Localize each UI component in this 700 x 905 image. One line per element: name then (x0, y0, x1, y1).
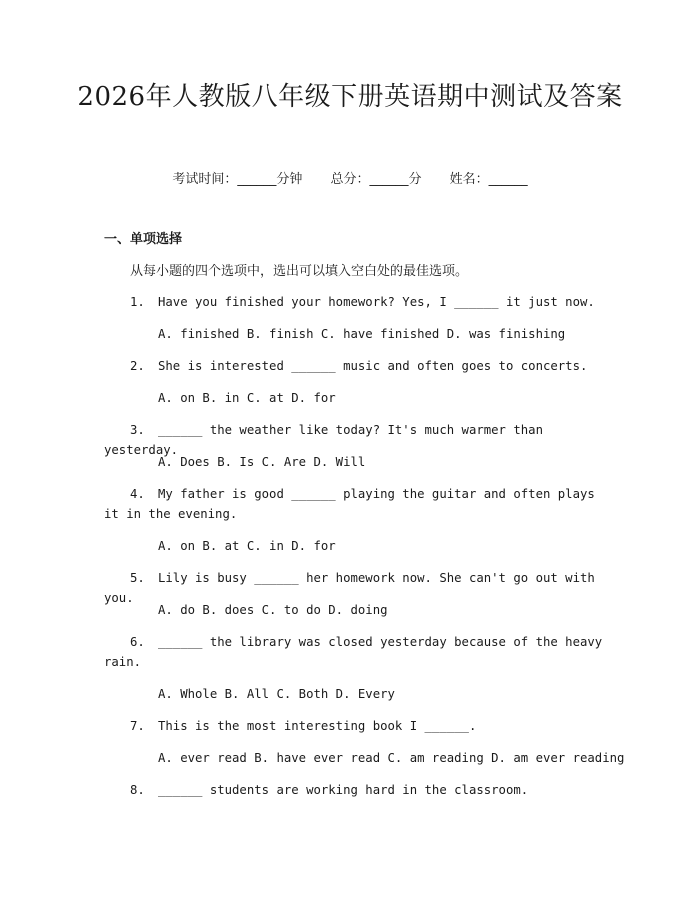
question-number: 1. (130, 295, 145, 309)
question-number: 8. (130, 783, 145, 797)
question-item (104, 484, 604, 524)
question-options: A. on B. in C. at D. for (158, 391, 336, 405)
question-number: 6. (130, 635, 145, 649)
question-number: 2. (130, 359, 145, 373)
question-text: ______ the library was closed yesterday because of the heavy rain. (104, 635, 603, 669)
question-number: 5. (130, 571, 145, 585)
total-score-field: 总分：______分 (330, 172, 422, 187)
question-text: Lily is busy ______ her homework now. She can't go out with you. (104, 571, 595, 605)
exam-time-field: 考试时间：______分钟 (172, 172, 303, 187)
section-heading: 一、单项选择 (104, 232, 183, 247)
question-item (104, 356, 604, 376)
question-options: A. Does B. Is C. Are D. Will (158, 455, 366, 469)
question-number: 3. (130, 423, 145, 437)
document-title: 2026年人教版八年级下册英语期中测试及答案 (77, 82, 623, 112)
question-options: A. Whole B. All C. Both D. Every (158, 687, 395, 701)
question-number: 7. (130, 719, 145, 733)
question-text: Have you finished your homework? Yes, I ______ it just now. (158, 295, 595, 309)
question-item (104, 292, 604, 312)
question-text: She is interested ______ music and often goes to concerts. (158, 359, 588, 373)
question-options: A. do B. does C. to do D. doing (158, 603, 388, 617)
question-options: A. ever read B. have ever read C. am reading D. am ever reading (158, 751, 625, 765)
question-item (104, 780, 604, 800)
question-options: A. finished B. finish C. have finished D. was finishing (158, 327, 566, 341)
question-options: A. on B. at C. in D. for (158, 539, 336, 553)
question-text: ______ the weather like today? It's much warmer than yesterday. (104, 423, 543, 457)
question-text: This is the most interesting book I ______. (158, 719, 477, 733)
exam-info-line (0, 168, 700, 187)
question-text: ______ students are working hard in the classroom. (158, 783, 529, 797)
section-instruction: 从每小题的四个选项中，选出可以填入空白处的最佳选项。 (130, 264, 469, 279)
question-number: 4. (130, 487, 145, 501)
question-item (104, 716, 604, 736)
question-text: My father is good ______ playing the guitar and often plays it in the evening. (104, 487, 595, 521)
question-item (104, 632, 604, 672)
student-name-field: 姓名：______ (449, 172, 528, 187)
